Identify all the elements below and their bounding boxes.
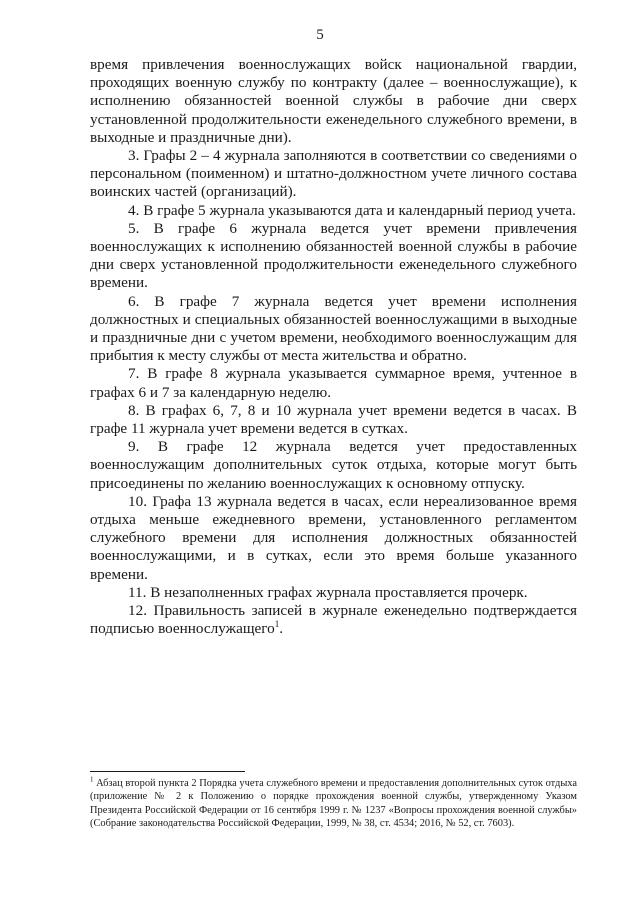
document-body xyxy=(90,56,577,639)
paragraph-text: время привлечения военнослужащих войск национальной гвардии, проходящих военную службу по контракту (далее – военнослужащие), к исполнению обязанностей военной службы в рабочие дни сверх установленной продолжительности еженедельного служебного времени, в выходные и праздничные дни). xyxy=(90,56,577,146)
paragraph-text: 7. В графе 8 журнала указывается суммарное время, учтенное в графах 6 и 7 за календарную неделю. xyxy=(90,365,577,401)
paragraph-10 xyxy=(90,493,577,584)
paragraph-text: 11. В незаполненных графах журнала проставляется прочерк. xyxy=(128,583,528,601)
paragraph-6 xyxy=(90,293,577,366)
footnote-separator xyxy=(90,771,245,772)
paragraph-8 xyxy=(90,402,577,438)
paragraph-11 xyxy=(90,584,577,602)
paragraph-text: 3. Графы 2 – 4 журнала заполняются в соответствии со сведениями о персональном (поименном) и штатно-должностном учете личного состава воинских частей (организаций). xyxy=(90,147,577,201)
paragraph-text: 4. В графе 5 журнала указываются дата и календарный период учета. xyxy=(128,201,576,219)
paragraph-text: 9. В графе 12 журнала ведется учет предоставленных военнослужащим дополнительных суток отдыха, которые могут быть присоединены по желанию военнослужащих к основному отпуску. xyxy=(90,438,577,492)
footnote-marker: 1 xyxy=(90,775,94,784)
paragraph-5 xyxy=(90,220,577,293)
paragraph-text: 10. Графа 13 журнала ведется в часах, если нереализованное время отдыха меньше ежедневного времени, установленного регламентом служебного времени для исполнения должностных обязанностей военнослужащими, и в сутках, если это время больше указанного времени. xyxy=(90,492,577,583)
paragraph-text: 8. В графах 6, 7, 8 и 10 журнала учет времени ведется в часах. В графе 11 журнала учет времени ведется в сутках. xyxy=(90,401,577,438)
page-number: 5 xyxy=(316,27,324,43)
paragraph-tail: . xyxy=(279,620,284,638)
paragraph-text: 6. В графе 7 журнала ведется учет времени исполнения должностных и специальных обязанностей военнослужащими в выходные и праздничные дни с учетом времени, необходимого военнослужащим для прибытия к месту службы от места жительства и обратно. xyxy=(90,292,577,365)
footnote xyxy=(90,777,577,831)
paragraph-9 xyxy=(90,438,577,493)
paragraph-4 xyxy=(90,202,577,220)
paragraph-3 xyxy=(90,147,577,202)
paragraph-12 xyxy=(90,602,577,638)
paragraph-continuation xyxy=(90,56,577,147)
paragraph-text: 12. Правильность записей в журнале еженедельно подтверждается подписью военнослужащего xyxy=(90,602,577,638)
footnote-text: Абзац второй пункта 2 Порядка учета служебного времени и предоставления дополнительных суток отдыха (приложение № 2 к Положению о порядке прохождения военной службы, утвержденному Указом Президента Российской Федерации от 16 сентября 1999 г. № 1237 «Вопросы прохождения военной службы» (Собрание законодательства Российской Федерации, 1999, № 38, ст. 4534; 2016, № 52, ст. 7603). xyxy=(90,778,577,830)
paragraph-7 xyxy=(90,365,577,401)
footnote-reference: 1 xyxy=(274,619,280,630)
paragraph-text: 5. В графе 6 журнала ведется учет времени привлечения военнослужащих к исполнению обязанностей военной службы в рабочие дни сверх установленной продолжительности еженедельного служебного времени. xyxy=(90,219,577,292)
